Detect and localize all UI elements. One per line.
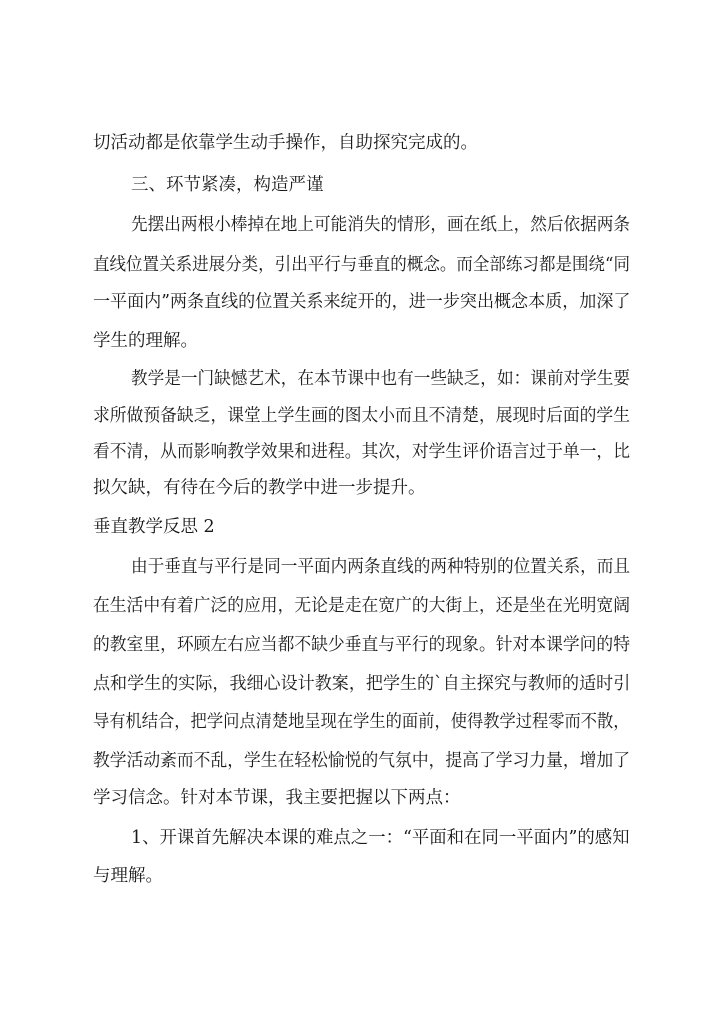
text-line: 直线位置关系进展分类，引出平行与垂直的概念。而全部练习都是围绕“同	[93, 255, 630, 275]
text-line: 由于垂直与平行是同一平面内两条直线的两种特别的位置关系，而且	[131, 557, 631, 577]
text-line: 导有机结合，把学问点清楚地呈现在学生的面前，使得教学过程零而不散，	[93, 712, 630, 732]
text-line: 在生活中有着广泛的应用，无论是走在宽广的大街上，还是坐在光明宽阔	[93, 596, 630, 616]
section-title: 垂直教学反思 2	[93, 517, 215, 537]
text-line: 与理解。	[93, 866, 163, 886]
text-line: 一平面内”两条直线的位置关系来绽开的，进一步突出概念本质，加深了	[93, 292, 631, 312]
section-heading: 三、环节紧凑，构造严谨	[131, 175, 324, 195]
text-line: 切活动都是依靠学生动手操作，自助探究完成的。	[93, 133, 478, 153]
text-line: 点和学生的实际，我细心设计教案，把学生的`自主探究与教师的适时引	[93, 674, 631, 694]
text-line: 先摆出两根小棒掉在地上可能消失的情形，画在纸上，然后依据两条	[131, 215, 631, 235]
text-line: 学生的理解。	[93, 331, 198, 351]
text-line: 的教室里，环顾左右应当都不缺少垂直与平行的现象。针对本课学问的特	[93, 635, 630, 655]
text-line: 看不清，从而影响教学效果和进程。其次，对学生评价语言过于单一，比	[93, 442, 630, 462]
text-line: 求所做预备缺乏，课堂上学生画的图太小而且不清楚，展现时后面的学生	[93, 406, 630, 426]
text-line: 教学活动紊而不乱，学生在轻松愉悦的气氛中，提高了学习力量，增加了	[93, 751, 630, 771]
text-line: 1、开课首先解决本课的难点之一：“平面和在同一平面内”的感知	[131, 828, 630, 848]
text-line: 学习信念。针对本节课，我主要把握以下两点：	[93, 788, 461, 808]
text-line: 教学是一门缺憾艺术，在本节课中也有一些缺乏，如：课前对学生要	[131, 369, 631, 389]
text-line: 拟欠缺，有待在今后的教学中进一步提升。	[93, 478, 426, 498]
